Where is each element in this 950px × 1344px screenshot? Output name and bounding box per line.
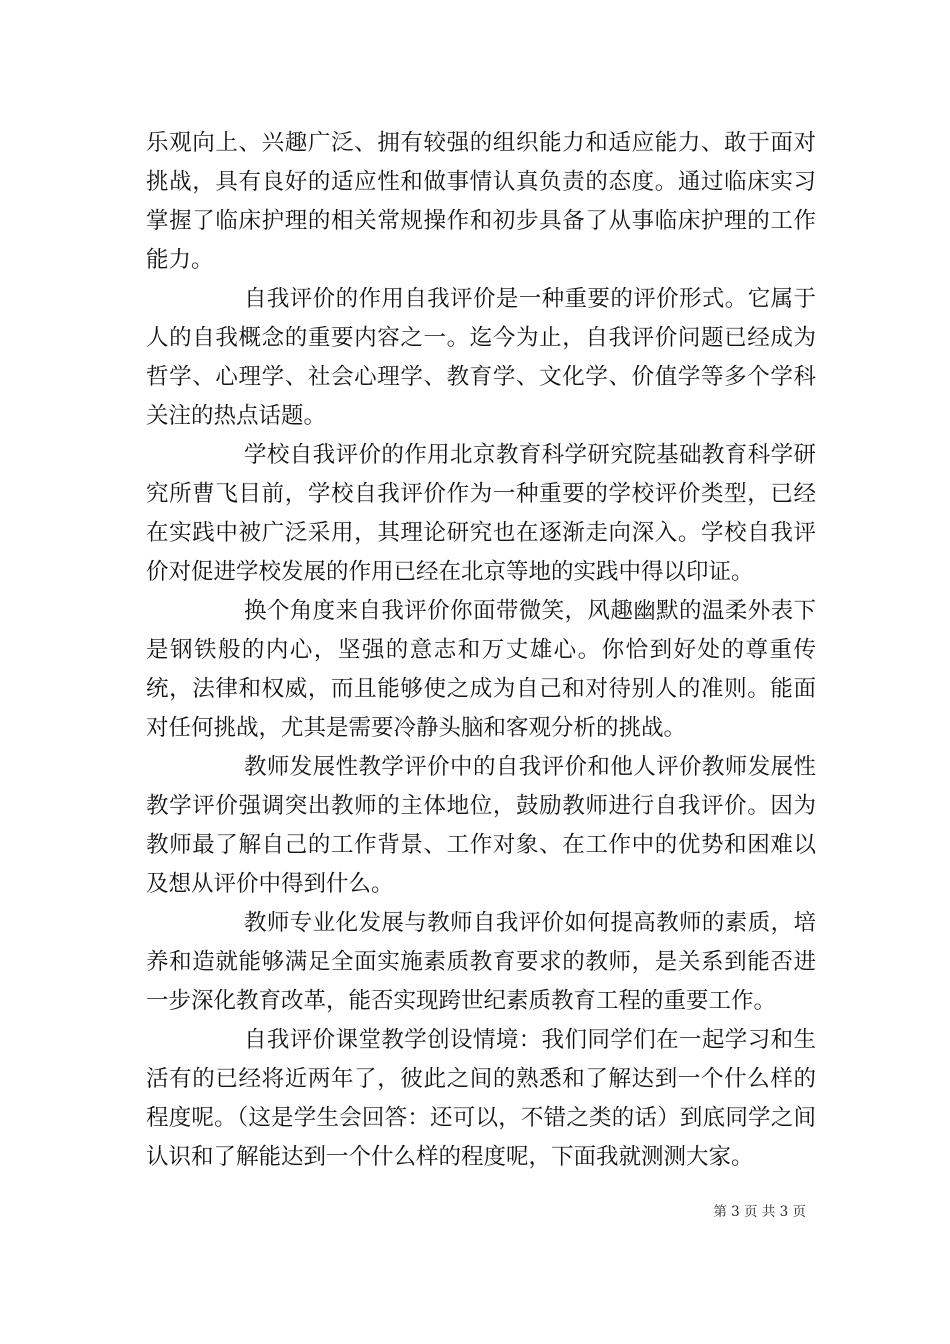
paragraph-1: 乐观向上、兴趣广泛、拥有较强的组织能力和适应能力、敢于面对挑战，具有良好的适应性和做事情认真负责的态度。通过临床实习掌握了临床护理的相关常规操作和初步具备了从事临床护理的工作能力。 bbox=[146, 130, 816, 273]
paragraph-7: 自我评价课堂教学创设情境：我们同学们在一起学习和生活有的已经将近两年了，彼此之间的熟悉和了解达到一个什么样的程度呢。（这是学生会回答：还可以，不错之类的话）到底同学之间认识和了解能达到一个什么样的程度呢，下面我就测测大家。 bbox=[146, 1027, 816, 1170]
paragraph-2: 自我评价的作用自我评价是一种重要的评价形式。它属于人的自我概念的重要内容之一。迄今为止，自我评价问题已经成为哲学、心理学、社会心理学、教育学、文化学、价值学等多个学科关注的热点话题。 bbox=[146, 286, 816, 429]
page-number-footer: 第 3 页 共 3 页 bbox=[713, 1204, 806, 1220]
paragraph-6: 教师专业化发展与教师自我评价如何提高教师的素质，培养和造就能够满足全面实施素质教育要求的教师，是关系到能否进一步深化教育改革，能否实现跨世纪素质教育工程的重要工作。 bbox=[146, 910, 816, 1014]
paragraph-3: 学校自我评价的作用北京教育科学研究院基础教育科学研究所曹飞目前，学校自我评价作为一种重要的学校评价类型，已经在实践中被广泛采用，其理论研究也在逐渐走向深入。学校自我评价对促进学校发展的作用已经在北京等地的实践中得以印证。 bbox=[146, 442, 816, 585]
paragraph-4: 换个角度来自我评价你面带微笑，风趣幽默的温柔外表下是钢铁般的内心，坚强的意志和万丈雄心。你恰到好处的尊重传统，法律和权威，而且能够使之成为自己和对待别人的准则。能面对任何挑战，尤其是需要冷静头脑和客观分析的挑战。 bbox=[146, 598, 816, 741]
document-body bbox=[146, 124, 816, 1177]
paragraph-5: 教师发展性教学评价中的自我评价和他人评价教师发展性教学评价强调突出教师的主体地位，鼓励教师进行自我评价。因为教师最了解自己的工作背景、工作对象、在工作中的优势和困难以及想从评价中得到什么。 bbox=[146, 754, 816, 897]
